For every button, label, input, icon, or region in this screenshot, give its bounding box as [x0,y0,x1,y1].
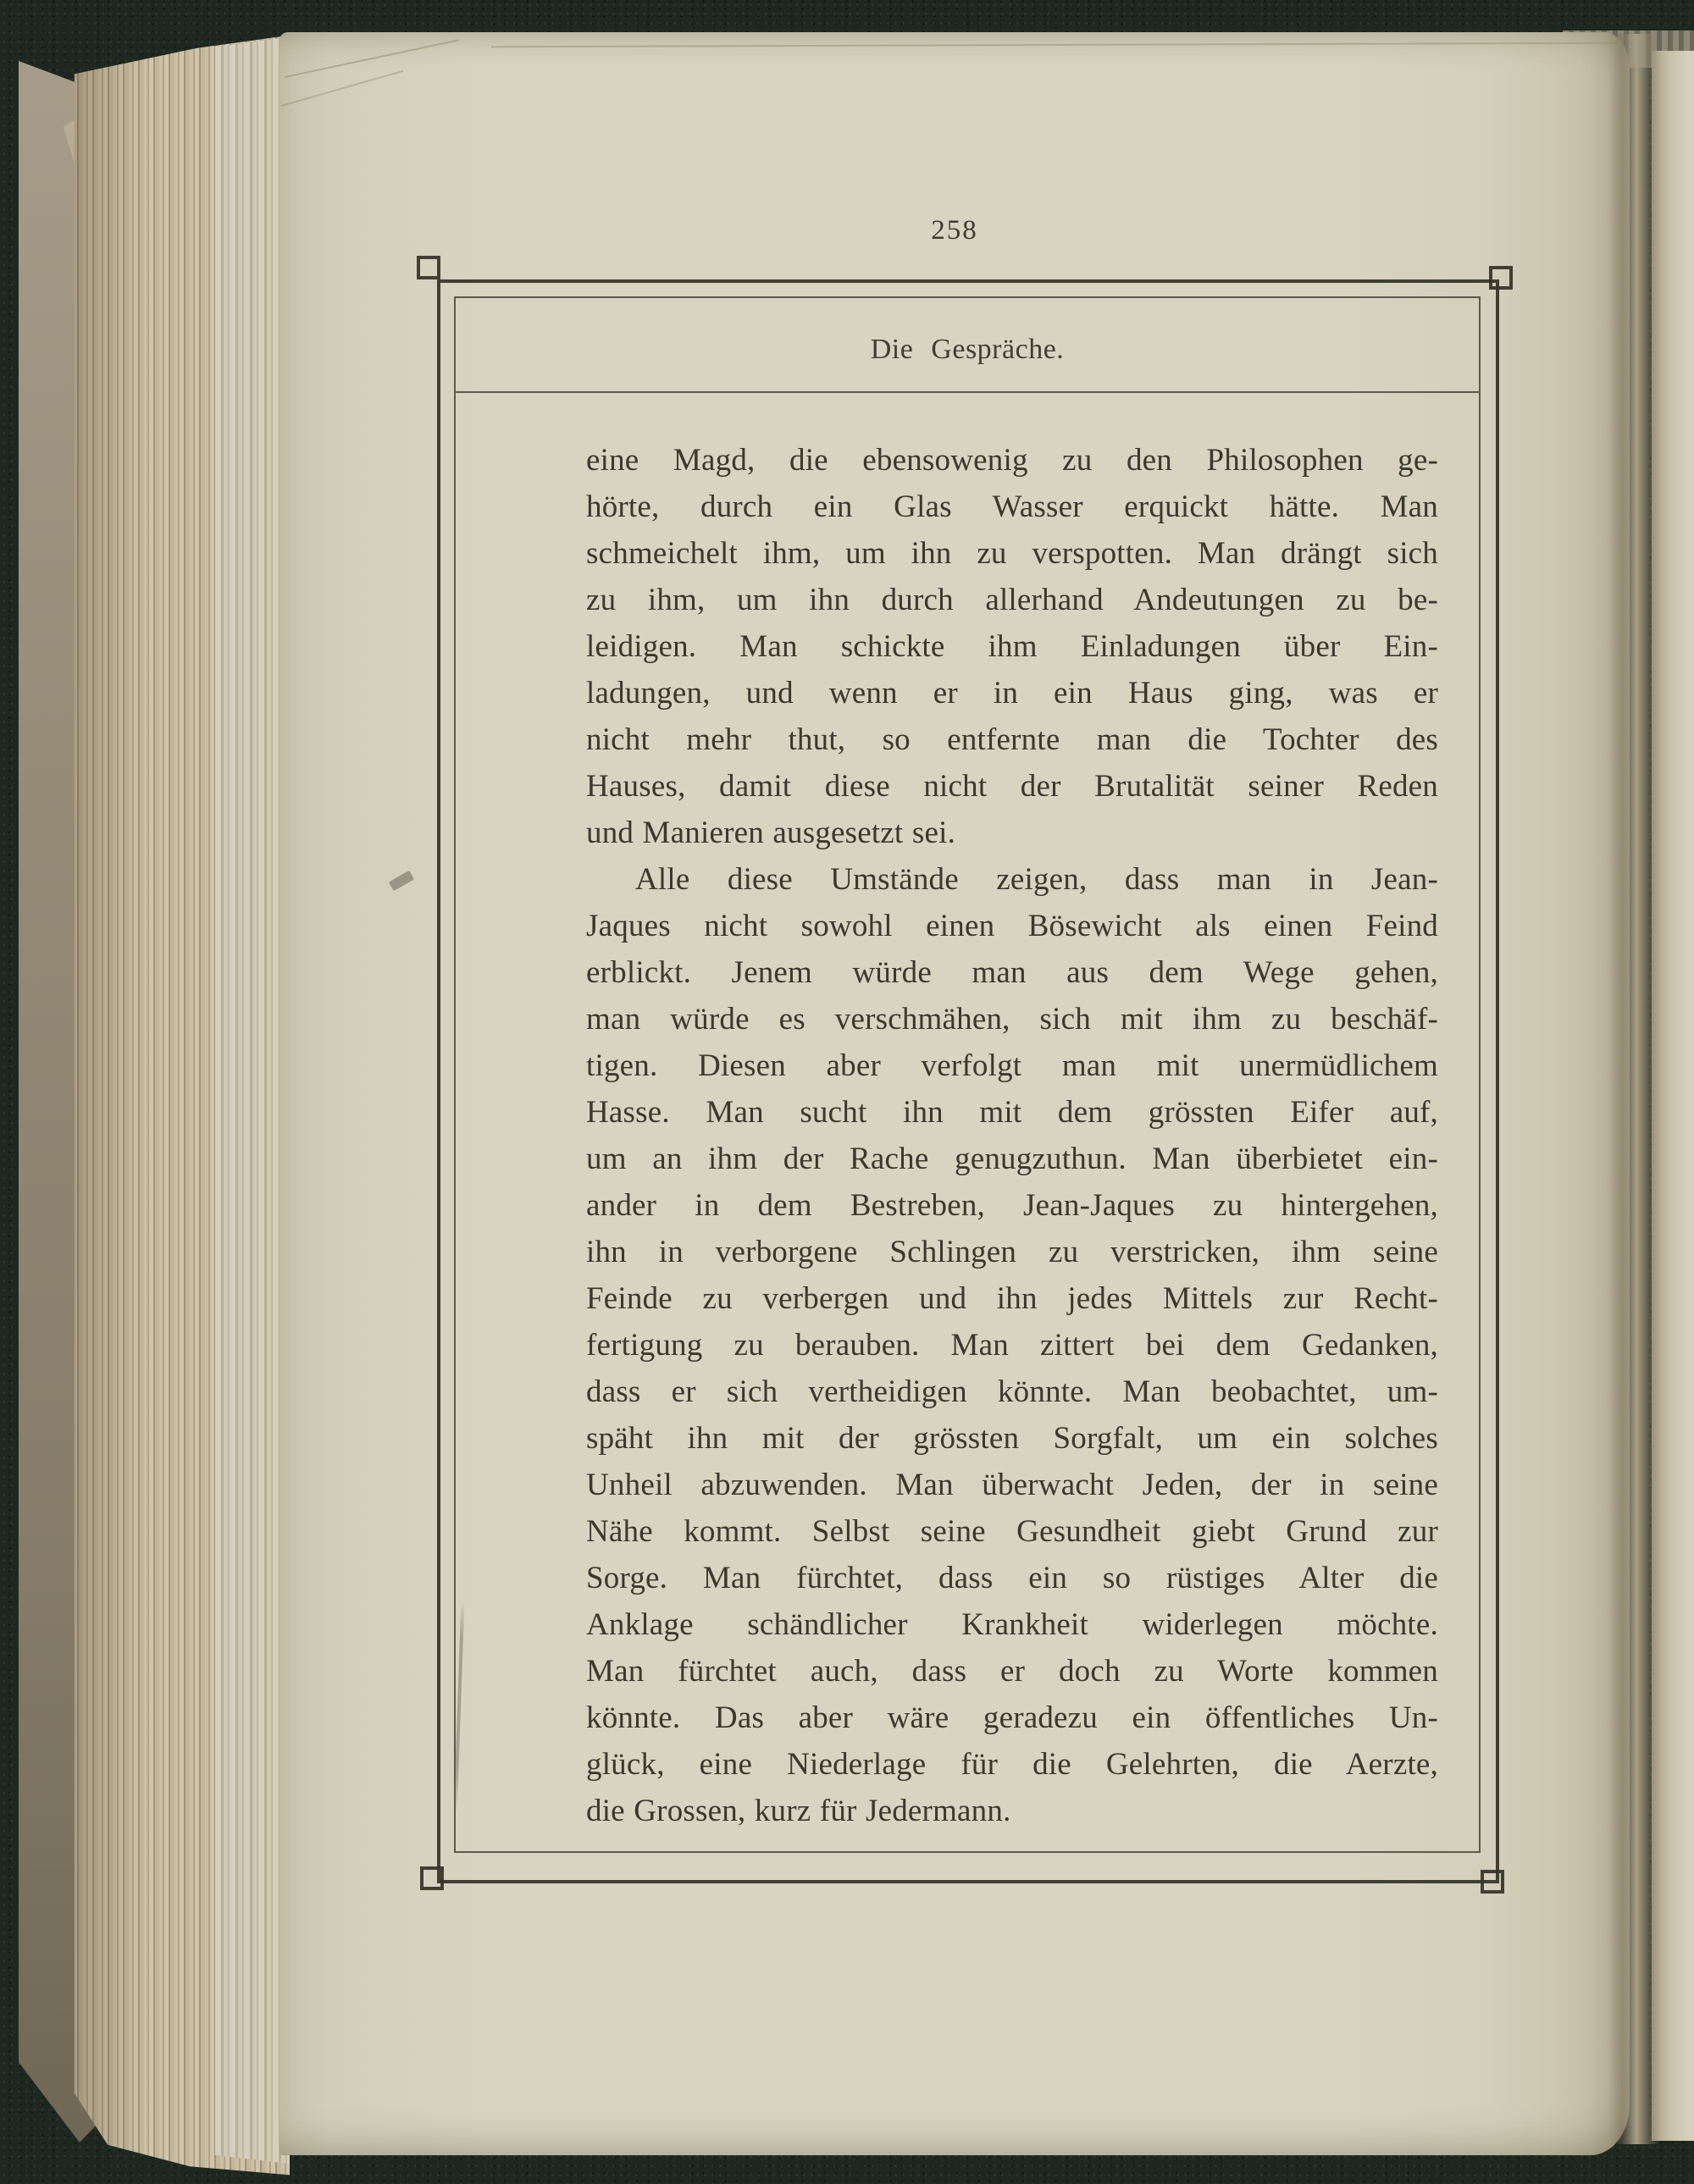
header-rule [456,391,1479,393]
corner-ornament-bottom-right [1481,1870,1504,1894]
corner-ornament-top-right [1489,266,1513,290]
text-line: Nähe kommt. Selbst seine Gesundheit giebt Grund zur [586,1514,1438,1549]
text-line: späht ihn mit der grössten Sorgfalt, um ein solches [586,1421,1438,1456]
corner-ornament-bottom-left [420,1866,444,1890]
text-line: tigen. Diesen aber verfolgt man mit unermüdlichem [586,1048,1438,1083]
text-line: Hauses, damit diese nicht der Brutalität seiner Reden [586,769,1438,804]
text-line: eine Magd, die ebensowenig zu den Philosophen ge- [586,443,1438,478]
body-text [586,437,1438,1834]
text-line: die Grossen, kurz für Jedermann. [586,1794,1011,1828]
running-header: Die Gespräche. [870,334,1065,365]
text-line: nicht mehr thut, so entfernte man die Tochter des [586,722,1438,757]
text-line: Sorge. Man fürchtet, dass ein so rüstiges Alter die [586,1561,1438,1595]
text-line: fertigung zu berauben. Man zittert bei dem Gedanken, [586,1328,1438,1363]
text-line: Unheil abzuwenden. Man überwacht Jeden, der in seine [586,1468,1438,1502]
text-line: und Manieren ausgesetzt sei. [586,816,956,850]
text-line: Jaques nicht sowohl einen Bösewicht als einen Feind [586,909,1438,943]
paragraph [586,856,1438,1834]
corner-ornament-top-left [417,256,440,279]
underlying-page-edge-line [491,42,1618,48]
pencil-mark-tick [389,871,414,891]
text-line: man würde es verschmähen, sich mit ihm zu beschäf- [586,1002,1438,1037]
text-line: könnte. Das aber wäre geradezu ein öffentliches Un- [586,1700,1438,1735]
text-line: hörte, durch ein Glas Wasser erquickt hätte. Man [586,489,1438,524]
text-line: Hasse. Man sucht ihn mit dem grössten Eifer auf, [586,1095,1438,1130]
text-line: ihn in verborgene Schlingen zu verstricken, ihm seine [586,1235,1438,1269]
page-number: 258 [931,215,978,246]
text-line: Man fürchtet auch, dass er doch zu Worte kommen [586,1654,1438,1689]
text-line: Feinde zu verbergen und ihn jedes Mittels zur Recht- [586,1281,1438,1316]
text-line: glück, eine Niederlage für die Gelehrten, die Aerzte, [586,1747,1438,1782]
text-line: dass er sich vertheidigen könnte. Man beobachtet, um- [586,1374,1438,1409]
text-line: ladungen, und wenn er in ein Haus ging, was er [586,676,1438,710]
fore-edge-inner-leaves [215,34,290,2168]
book-page [280,32,1630,2155]
page-corner-fan-line [285,39,459,78]
text-line: zu ihm, um ihn durch allerhand Andeutungen zu be- [586,583,1438,617]
page-corner-fan-line [281,70,404,107]
text-line: schmeichelt ihm, um ihn zu verspotten. Man drängt sich [586,536,1438,571]
text-line: Alle diese Umstände zeigen, dass man in Jean- [635,862,1438,897]
paragraph [586,437,1438,856]
text-line: um an ihm der Rache genugzuthun. Man überbietet ein- [586,1142,1438,1176]
text-line: erblickt. Jenem würde man aus dem Wege gehen, [586,955,1438,990]
text-line: Anklage schändlicher Krankheit widerlegen möchte. [586,1607,1438,1642]
text-line: ander in dem Bestreben, Jean-Jaques zu hintergehen, [586,1188,1438,1223]
text-line: leidigen. Man schickte ihm Einladungen über Ein- [586,629,1438,664]
page-gutter-shadow [1608,34,1660,2144]
